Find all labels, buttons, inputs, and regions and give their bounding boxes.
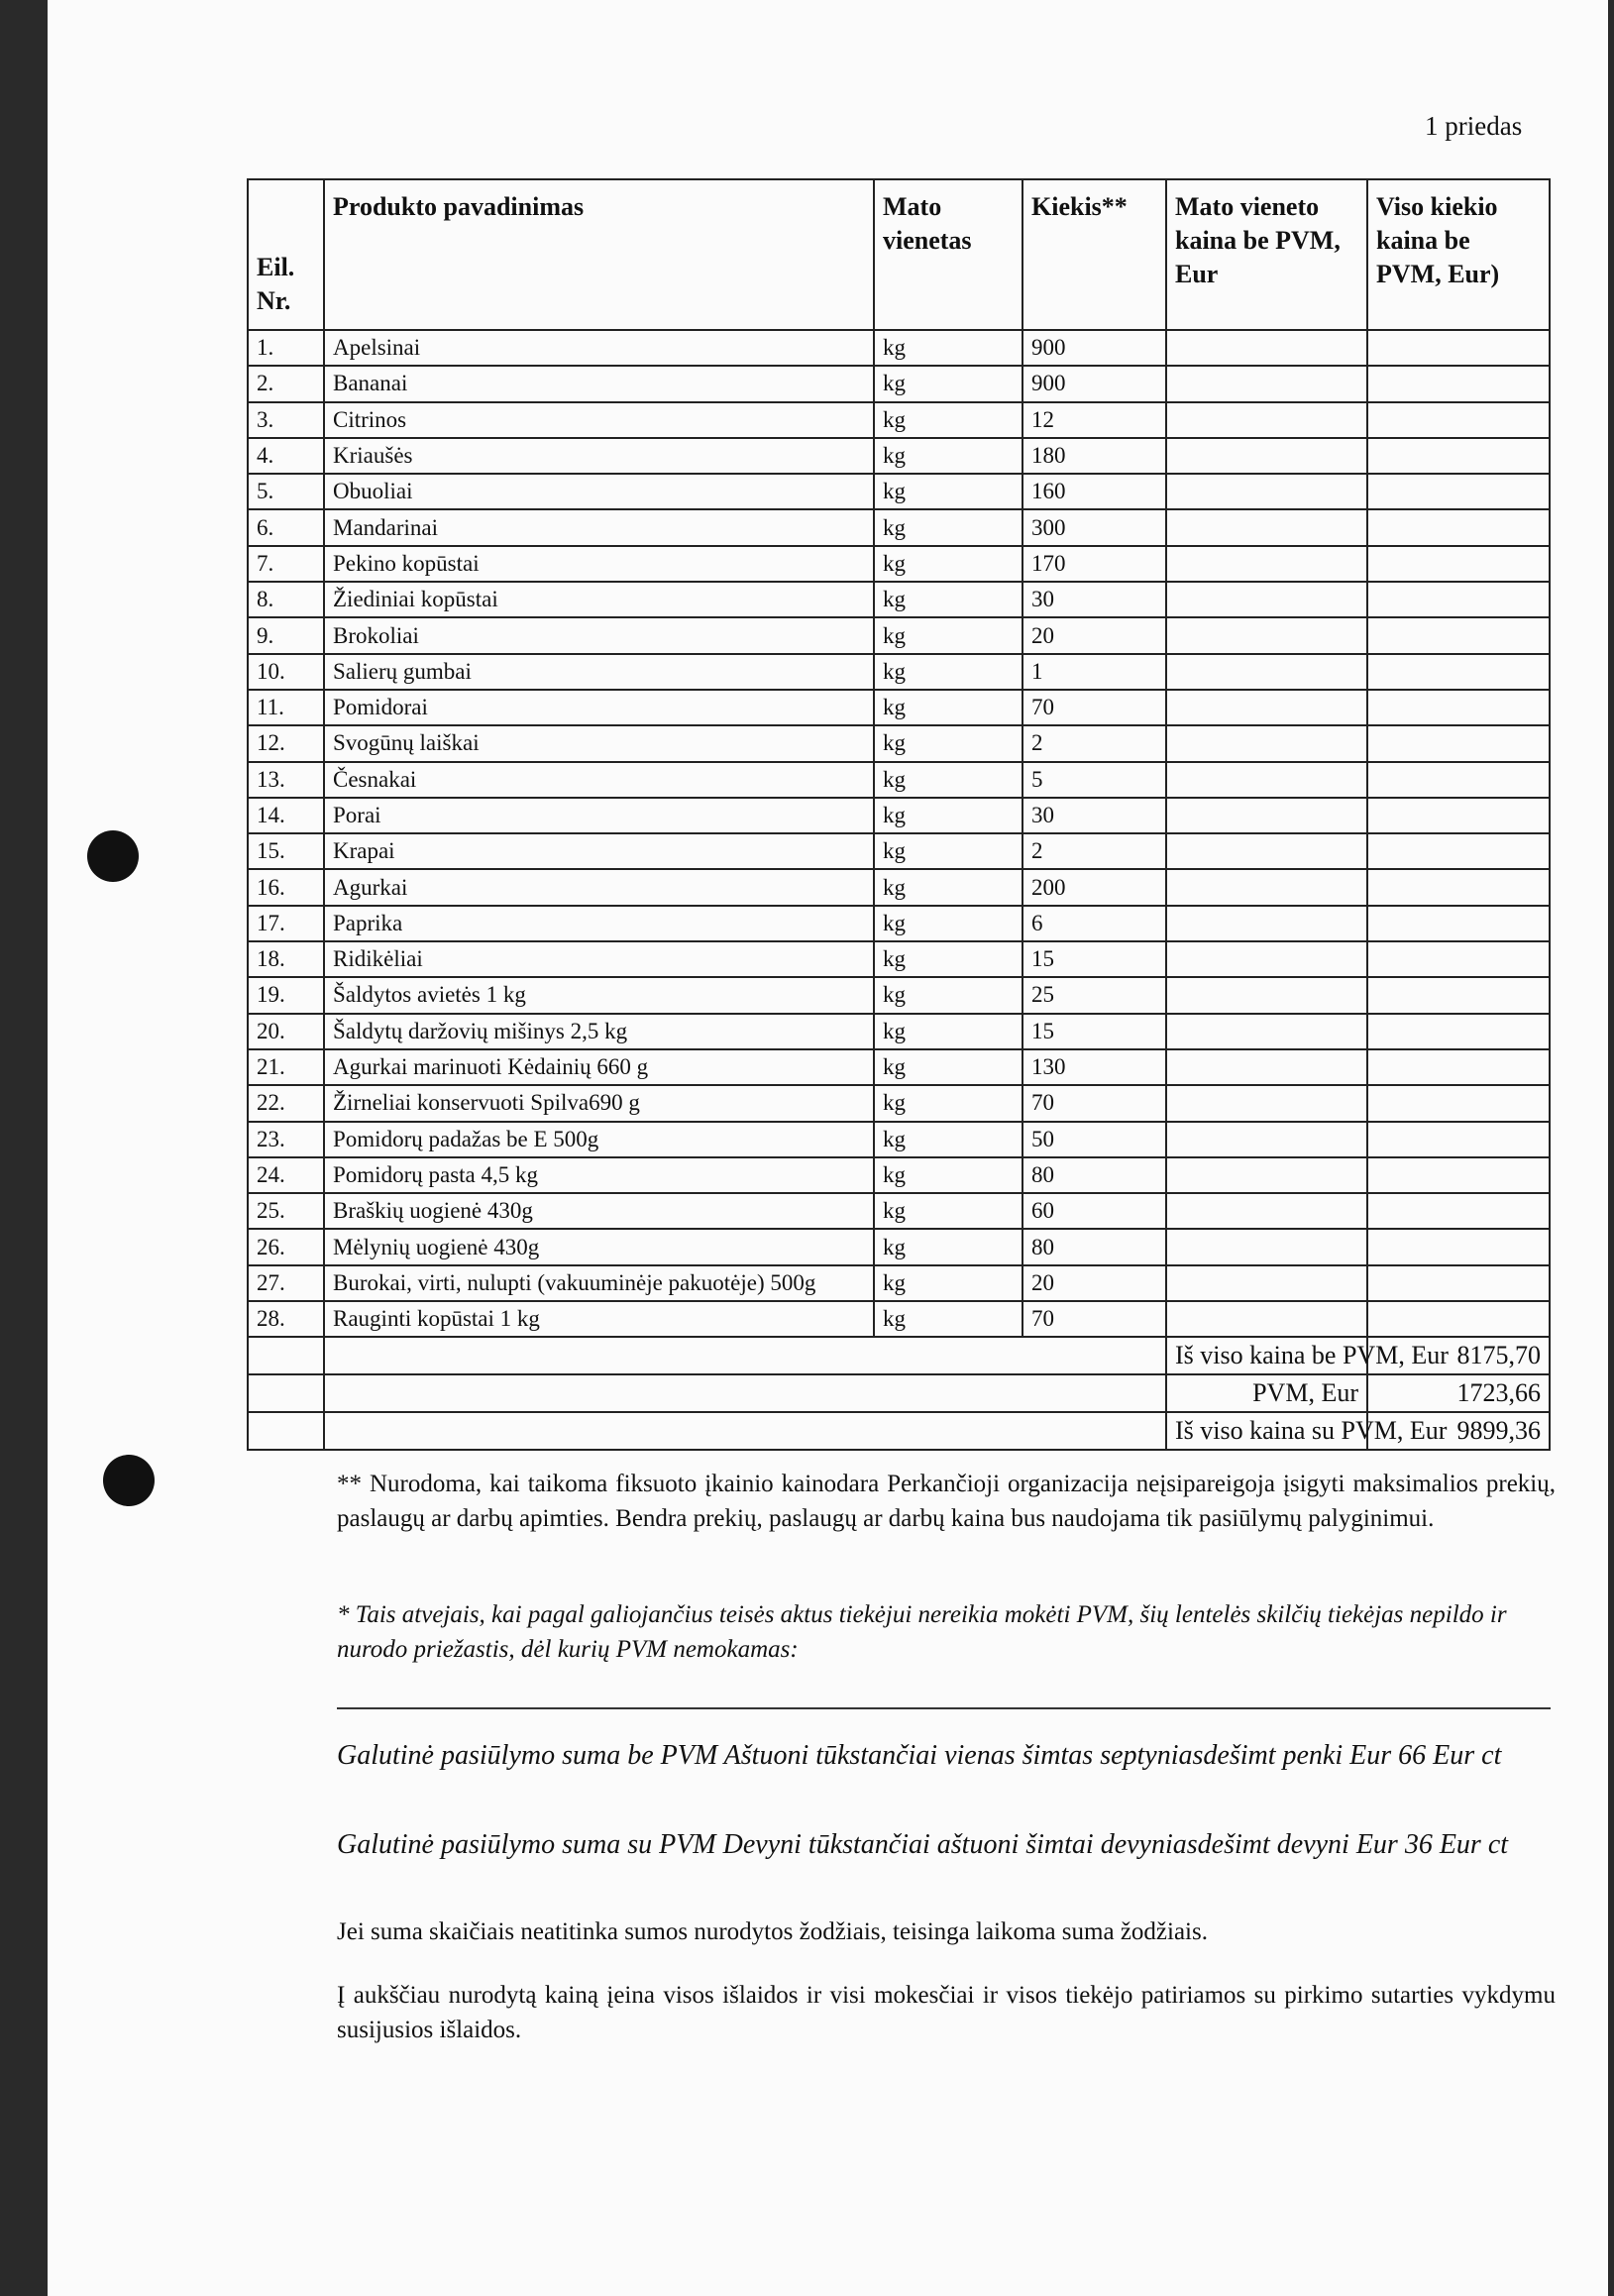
table-row xyxy=(248,654,1550,690)
totals-label: Iš viso kaina su PVM, Eur xyxy=(1166,1412,1367,1450)
unit-cell: kg xyxy=(874,1265,1022,1301)
product-name-cell: Mandarinai xyxy=(324,509,874,545)
product-name-cell: Salierų gumbai xyxy=(324,654,874,690)
quantity-cell: 2 xyxy=(1022,725,1166,761)
unit-cell: kg xyxy=(874,725,1022,761)
unit-cell: kg xyxy=(874,1085,1022,1121)
table-row xyxy=(248,330,1550,366)
quantity-cell: 70 xyxy=(1022,1301,1166,1337)
totals-value: 8175,70 xyxy=(1367,1337,1550,1374)
row-nr-cell: 14. xyxy=(248,798,324,833)
total-price-cell xyxy=(1367,1301,1550,1337)
table-row xyxy=(248,941,1550,977)
row-nr-cell: 9. xyxy=(248,617,324,653)
unit-cell: kg xyxy=(874,366,1022,401)
header-name: Produkto pavadinimas xyxy=(324,179,874,330)
unit-cell: kg xyxy=(874,474,1022,509)
unit-price-cell xyxy=(1166,582,1367,617)
row-nr-cell: 22. xyxy=(248,1085,324,1121)
unit-price-cell xyxy=(1166,762,1367,798)
quantity-cell: 15 xyxy=(1022,941,1166,977)
header-unit-price: Mato vieneto kaina be PVM, Eur xyxy=(1166,179,1367,330)
table-row xyxy=(248,977,1550,1013)
unit-cell: kg xyxy=(874,1229,1022,1264)
product-name-cell: Žiediniai kopūstai xyxy=(324,582,874,617)
signature-line xyxy=(337,1707,1551,1709)
unit-price-cell xyxy=(1166,1229,1367,1264)
sum-with-vat-words: Galutinė pasiūlymo suma su PVM Devyni tūkstančiai aštuoni šimtai devyniasdešimt devyni Eur 36 Eur ct xyxy=(337,1829,1509,1860)
row-nr-cell: 15. xyxy=(248,833,324,869)
products-body xyxy=(248,330,1550,1337)
table-row xyxy=(248,509,1550,545)
unit-cell: kg xyxy=(874,546,1022,582)
quantity-cell: 300 xyxy=(1022,509,1166,545)
row-nr-cell: 18. xyxy=(248,941,324,977)
row-nr-cell: 5. xyxy=(248,474,324,509)
row-nr-cell: 1. xyxy=(248,330,324,366)
unit-price-cell xyxy=(1166,617,1367,653)
product-name-cell: Braškių uogienė 430g xyxy=(324,1193,874,1229)
product-name-cell: Paprika xyxy=(324,906,874,941)
total-price-cell xyxy=(1367,762,1550,798)
total-price-cell xyxy=(1367,330,1550,366)
product-name-cell: Žirneliai konservuoti Spilva690 g xyxy=(324,1085,874,1121)
row-nr-cell: 16. xyxy=(248,869,324,905)
appendix-label: 1 priedas xyxy=(1425,111,1523,141)
product-name-cell: Apelsinai xyxy=(324,330,874,366)
quantity-cell: 50 xyxy=(1022,1122,1166,1157)
unit-price-cell xyxy=(1166,906,1367,941)
total-price-cell xyxy=(1367,402,1550,438)
unit-price-cell xyxy=(1166,1265,1367,1301)
unit-cell: kg xyxy=(874,509,1022,545)
unit-cell: kg xyxy=(874,582,1022,617)
quantity-cell: 1 xyxy=(1022,654,1166,690)
quantity-cell: 130 xyxy=(1022,1049,1166,1085)
table-row xyxy=(248,798,1550,833)
total-price-cell xyxy=(1367,906,1550,941)
unit-cell: kg xyxy=(874,1193,1022,1229)
quantity-cell: 15 xyxy=(1022,1014,1166,1049)
row-nr-cell: 27. xyxy=(248,1265,324,1301)
quantity-cell: 180 xyxy=(1022,438,1166,474)
total-price-cell xyxy=(1367,1229,1550,1264)
product-name-cell: Česnakai xyxy=(324,762,874,798)
quantity-cell: 60 xyxy=(1022,1193,1166,1229)
total-price-cell xyxy=(1367,366,1550,401)
unit-price-cell xyxy=(1166,798,1367,833)
product-name-cell: Šaldytų daržovių mišinys 2,5 kg xyxy=(324,1014,874,1049)
product-name-cell: Agurkai marinuoti Kėdainių 660 g xyxy=(324,1049,874,1085)
row-nr-cell: 2. xyxy=(248,366,324,401)
table-row xyxy=(248,1229,1550,1264)
quantity-cell: 2 xyxy=(1022,833,1166,869)
product-name-cell: Obuoliai xyxy=(324,474,874,509)
product-name-cell: Pomidorai xyxy=(324,690,874,725)
unit-price-cell xyxy=(1166,1122,1367,1157)
row-nr-cell: 28. xyxy=(248,1301,324,1337)
total-price-cell xyxy=(1367,1265,1550,1301)
product-name-cell: Pomidorų padažas be E 500g xyxy=(324,1122,874,1157)
total-price-cell xyxy=(1367,654,1550,690)
quantity-cell: 80 xyxy=(1022,1157,1166,1193)
row-nr-cell: 12. xyxy=(248,725,324,761)
table-row xyxy=(248,366,1550,401)
unit-price-cell xyxy=(1166,402,1367,438)
table-row xyxy=(248,1301,1550,1337)
unit-price-cell xyxy=(1166,330,1367,366)
unit-cell: kg xyxy=(874,1301,1022,1337)
totals-row xyxy=(248,1412,1550,1450)
total-price-cell xyxy=(1367,1122,1550,1157)
totals-blank-cell xyxy=(248,1337,324,1374)
total-price-cell xyxy=(1367,582,1550,617)
quantity-cell: 25 xyxy=(1022,977,1166,1013)
unit-price-cell xyxy=(1166,833,1367,869)
products-table xyxy=(247,178,1551,1451)
quantity-cell: 20 xyxy=(1022,617,1166,653)
product-name-cell: Brokoliai xyxy=(324,617,874,653)
row-nr-cell: 20. xyxy=(248,1014,324,1049)
unit-cell: kg xyxy=(874,402,1022,438)
total-price-cell xyxy=(1367,725,1550,761)
total-price-cell xyxy=(1367,941,1550,977)
included-costs-note: Į aukščiau nurodytą kainą įeina visos išlaidos ir visi mokesčiai ir visos tiekėjo patiriamos su pirkimo sutarties vykdymu susijusios išlaidos. xyxy=(337,1982,1556,2043)
quantity-cell: 30 xyxy=(1022,582,1166,617)
table-row xyxy=(248,906,1550,941)
unit-price-cell xyxy=(1166,1049,1367,1085)
row-nr-cell: 7. xyxy=(248,546,324,582)
product-name-cell: Ridikėliai xyxy=(324,941,874,977)
totals-blank-cell xyxy=(324,1412,1166,1450)
quantity-cell: 170 xyxy=(1022,546,1166,582)
table-row xyxy=(248,869,1550,905)
quantity-cell: 6 xyxy=(1022,906,1166,941)
row-nr-cell: 11. xyxy=(248,690,324,725)
unit-cell: kg xyxy=(874,833,1022,869)
totals-body xyxy=(248,1337,1550,1450)
unit-cell: kg xyxy=(874,941,1022,977)
totals-label: Iš viso kaina be PVM, Eur xyxy=(1166,1337,1367,1374)
unit-price-cell xyxy=(1166,1085,1367,1121)
unit-cell: kg xyxy=(874,330,1022,366)
product-name-cell: Mėlynių uogienė 430g xyxy=(324,1229,874,1264)
table-row xyxy=(248,546,1550,582)
unit-cell: kg xyxy=(874,977,1022,1013)
table-row xyxy=(248,474,1550,509)
unit-price-cell xyxy=(1166,509,1367,545)
unit-cell: kg xyxy=(874,869,1022,905)
quantity-cell: 70 xyxy=(1022,1085,1166,1121)
quantity-cell: 30 xyxy=(1022,798,1166,833)
total-price-cell xyxy=(1367,690,1550,725)
totals-value: 9899,36 xyxy=(1367,1412,1550,1450)
table-row xyxy=(248,582,1550,617)
table-row xyxy=(248,725,1550,761)
totals-blank-cell xyxy=(324,1374,1166,1412)
total-price-cell xyxy=(1367,546,1550,582)
table-row xyxy=(248,1157,1550,1193)
table-row xyxy=(248,438,1550,474)
totals-blank-cell xyxy=(248,1374,324,1412)
row-nr-cell: 8. xyxy=(248,582,324,617)
unit-price-cell xyxy=(1166,941,1367,977)
row-nr-cell: 3. xyxy=(248,402,324,438)
unit-price-cell xyxy=(1166,366,1367,401)
unit-cell: kg xyxy=(874,762,1022,798)
header-qty: Kiekis** xyxy=(1022,179,1166,330)
product-name-cell: Bananai xyxy=(324,366,874,401)
table-row xyxy=(248,1049,1550,1085)
product-name-cell: Šaldytos avietės 1 kg xyxy=(324,977,874,1013)
quantity-cell: 80 xyxy=(1022,1229,1166,1264)
table-row xyxy=(248,1085,1550,1121)
unit-price-cell xyxy=(1166,725,1367,761)
quantity-cell: 5 xyxy=(1022,762,1166,798)
unit-cell: kg xyxy=(874,1049,1022,1085)
totals-label: PVM, Eur xyxy=(1166,1374,1367,1412)
total-price-cell xyxy=(1367,1085,1550,1121)
row-nr-cell: 13. xyxy=(248,762,324,798)
unit-cell: kg xyxy=(874,1122,1022,1157)
product-name-cell: Svogūnų laiškai xyxy=(324,725,874,761)
unit-cell: kg xyxy=(874,1157,1022,1193)
unit-price-cell xyxy=(1166,690,1367,725)
unit-cell: kg xyxy=(874,654,1022,690)
table-row xyxy=(248,762,1550,798)
table-row xyxy=(248,1265,1550,1301)
unit-cell: kg xyxy=(874,690,1022,725)
total-price-cell xyxy=(1367,1193,1550,1229)
unit-price-cell xyxy=(1166,546,1367,582)
unit-price-cell xyxy=(1166,977,1367,1013)
row-nr-cell: 26. xyxy=(248,1229,324,1264)
unit-price-cell xyxy=(1166,1301,1367,1337)
row-nr-cell: 17. xyxy=(248,906,324,941)
row-nr-cell: 19. xyxy=(248,977,324,1013)
unit-price-cell xyxy=(1166,1193,1367,1229)
totals-blank-cell xyxy=(248,1412,324,1450)
row-nr-cell: 23. xyxy=(248,1122,324,1157)
product-name-cell: Rauginti kopūstai 1 kg xyxy=(324,1301,874,1337)
total-price-cell xyxy=(1367,833,1550,869)
fixed-price-note: ** Nurodoma, kai taikoma fiksuoto įkainio kainodara Perkančioji organizacija neįsipareigoja įsigyti maksimalios prekių, paslaugų ar darbų apimties. Bendra prekių, paslaugų ar darbų kaina bus naudojama tik pasiūlymų palyginimui. xyxy=(337,1471,1556,1532)
totals-row xyxy=(248,1374,1550,1412)
table-row xyxy=(248,1014,1550,1049)
total-price-cell xyxy=(1367,977,1550,1013)
quantity-cell: 12 xyxy=(1022,402,1166,438)
product-name-cell: Agurkai xyxy=(324,869,874,905)
quantity-cell: 900 xyxy=(1022,366,1166,401)
product-name-cell: Krapai xyxy=(324,833,874,869)
table-row xyxy=(248,1122,1550,1157)
table-row xyxy=(248,833,1550,869)
punch-hole xyxy=(103,1455,155,1506)
row-nr-cell: 21. xyxy=(248,1049,324,1085)
total-price-cell xyxy=(1367,869,1550,905)
totals-blank-cell xyxy=(324,1337,1166,1374)
unit-price-cell xyxy=(1166,869,1367,905)
table-row xyxy=(248,1193,1550,1229)
row-nr-cell: 4. xyxy=(248,438,324,474)
total-price-cell xyxy=(1367,1014,1550,1049)
unit-cell: kg xyxy=(874,906,1022,941)
unit-price-cell xyxy=(1166,654,1367,690)
total-price-cell xyxy=(1367,509,1550,545)
punch-hole xyxy=(87,830,139,882)
vat-note: * Tais atvejais, kai pagal galiojančius teisės aktus tiekėjui nereikia mokėti PVM, šių lentelės skilčių tiekėjas nepildo ir nurodo priežastis, dėl kurių PVM nemokamas: xyxy=(337,1601,1507,1663)
table-row xyxy=(248,617,1550,653)
unit-price-cell xyxy=(1166,474,1367,509)
product-name-cell: Pomidorų pasta 4,5 kg xyxy=(324,1157,874,1193)
quantity-cell: 900 xyxy=(1022,330,1166,366)
quantity-cell: 160 xyxy=(1022,474,1166,509)
total-price-cell xyxy=(1367,798,1550,833)
header-total-price: Viso kiekio kaina be PVM, Eur) xyxy=(1367,179,1550,330)
row-nr-cell: 6. xyxy=(248,509,324,545)
unit-price-cell xyxy=(1166,1014,1367,1049)
total-price-cell xyxy=(1367,474,1550,509)
unit-cell: kg xyxy=(874,438,1022,474)
mismatch-note: Jei suma skaičiais neatitinka sumos nurodytos žodžiais, teisinga laikoma suma žodžiais. xyxy=(337,1918,1208,1945)
row-nr-cell: 25. xyxy=(248,1193,324,1229)
unit-price-cell xyxy=(1166,1157,1367,1193)
sum-without-vat-words: Galutinė pasiūlymo suma be PVM Aštuoni tūkstančiai vienas šimtas septyniasdešimt penki Eur 66 Eur ct xyxy=(337,1740,1502,1771)
product-name-cell: Kriaušės xyxy=(324,438,874,474)
product-name-cell: Pekino kopūstai xyxy=(324,546,874,582)
totals-value: 1723,66 xyxy=(1367,1374,1550,1412)
header-nr: Eil. Nr. xyxy=(248,179,324,330)
quantity-cell: 200 xyxy=(1022,869,1166,905)
total-price-cell xyxy=(1367,438,1550,474)
total-price-cell xyxy=(1367,617,1550,653)
quantity-cell: 20 xyxy=(1022,1265,1166,1301)
unit-cell: kg xyxy=(874,1014,1022,1049)
unit-cell: kg xyxy=(874,798,1022,833)
row-nr-cell: 24. xyxy=(248,1157,324,1193)
totals-row xyxy=(248,1337,1550,1374)
total-price-cell xyxy=(1367,1157,1550,1193)
quantity-cell: 70 xyxy=(1022,690,1166,725)
row-nr-cell: 10. xyxy=(248,654,324,690)
product-name-cell: Porai xyxy=(324,798,874,833)
total-price-cell xyxy=(1367,1049,1550,1085)
table-row xyxy=(248,402,1550,438)
unit-price-cell xyxy=(1166,438,1367,474)
unit-cell: kg xyxy=(874,617,1022,653)
product-name-cell: Citrinos xyxy=(324,402,874,438)
header-unit: Mato vienetas xyxy=(874,179,1022,330)
table-row xyxy=(248,690,1550,725)
product-name-cell: Burokai, virti, nulupti (vakuuminėje pakuotėje) 500g xyxy=(324,1265,874,1301)
